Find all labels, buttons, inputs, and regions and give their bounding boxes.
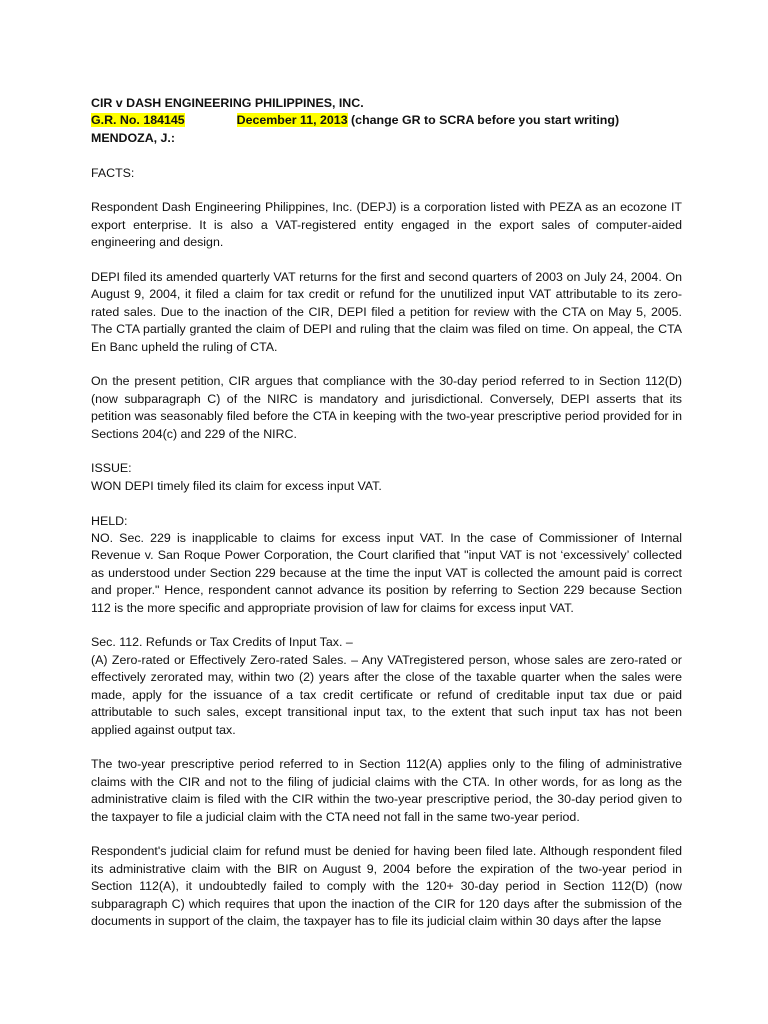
section-text: (A) Zero-rated or Effectively Zero-rated Sales. – Any VATregistered person, whose sales are zero-rated or effectively zerorated may, within two (2) years after the close of the taxable quarter when the sales were made, apply for the issuance of a tax credit certificate or refund of creditable input tax due or paid attributable to such sales, except transitional input tax, to the extent that such input tax has not been applied against output tax. <box>91 652 682 737</box>
facts-paragraph-1: Respondent Dash Engineering Philippines, Inc. (DEPJ) is a corporation listed with PEZA as an ecozone IT export enterprise. It is also a VAT-registered entity engaged in the export sales of computer-aided engineering and design. <box>91 200 682 250</box>
held-paragraph-1: NO. Sec. 229 is inapplicable to claims for excess input VAT. In the case of Commissioner of Internal Revenue v. San Roque Power Corporation, the Court clarified that "input VAT is not ‘excessively’ collected as understood under Section 229 because at the time the input VAT is collected the amount paid is correct and proper." Hence, respondent cannot advance its position by referring to Section 229 because Section 112 is the more specific and appropriate provision of law for claims for excess input VAT. <box>91 531 682 615</box>
case-citation-line <box>91 112 682 129</box>
document-body <box>91 95 682 948</box>
case-note: (change GR to SCRA before you start writing) <box>351 113 620 128</box>
issue-label: ISSUE: <box>91 461 132 476</box>
held-label: HELD: <box>91 513 128 528</box>
case-date: December 11, 2013 <box>236 113 348 128</box>
held-paragraph-3: Respondent's judicial claim for refund must be denied for having been filed late. Although respondent filed its administrative claim with the BIR on August 9, 2004 before the expiration of the two-year period in Section 112(A), it undoubtedly failed to comply with the 120+ 30-day period in Section 112(D) (now subparagraph C) which requires that upon the inaction of the CIR for 120 days after the submission of the documents in support of the claim, the taxpayer has to file its judicial claim within 30 days after the lapse <box>91 844 682 928</box>
held-paragraph-2: The two-year prescriptive period referred to in Section 112(A) applies only to the filing of administrative claims with the CIR and not to the filing of judicial claims with the CTA. In other words, for as long as the administrative claim is filed with the CIR within the two-year prescriptive period, the 30-day period given to the taxpayer to file a judicial claim with the CTA need not fall in the same two-year period. <box>91 757 682 824</box>
case-ponente: MENDOZA, J.: <box>91 130 175 145</box>
section-heading: Sec. 112. Refunds or Tax Credits of Input Tax. – <box>91 635 353 650</box>
issue-text: WON DEPI timely filed its claim for excess input VAT. <box>91 478 382 493</box>
case-gr-no: G.R. No. 184145 <box>91 113 185 128</box>
case-title: CIR v DASH ENGINEERING PHILIPPINES, INC. <box>91 96 364 110</box>
facts-paragraph-3: On the present petition, CIR argues that compliance with the 30-day period referred to in Section 112(D) (now subparagraph C) of the NIRC is mandatory and jurisdictional. Conversely, DEPI asserts that its petition was seasonably filed before the CTA in keeping with the two-year prescriptive period provided for in Sections 204(c) and 229 of the NIRC. <box>91 374 682 441</box>
facts-paragraph-2: DEPI filed its amended quarterly VAT returns for the first and second quarters of 2003 on July 24, 2004. On August 9, 2004, it filed a claim for tax credit or refund for the unutilized input VAT attributable to its zero-rated sales. Due to the inaction of the CIR, DEPI filed a petition for review with the CTA on May 5, 2005. The CTA partially granted the claim of DEPI and ruling that the claim was filed on time. On appeal, the CTA En Banc upheld the ruling of CTA. <box>91 270 682 354</box>
facts-label: FACTS: <box>91 165 135 180</box>
